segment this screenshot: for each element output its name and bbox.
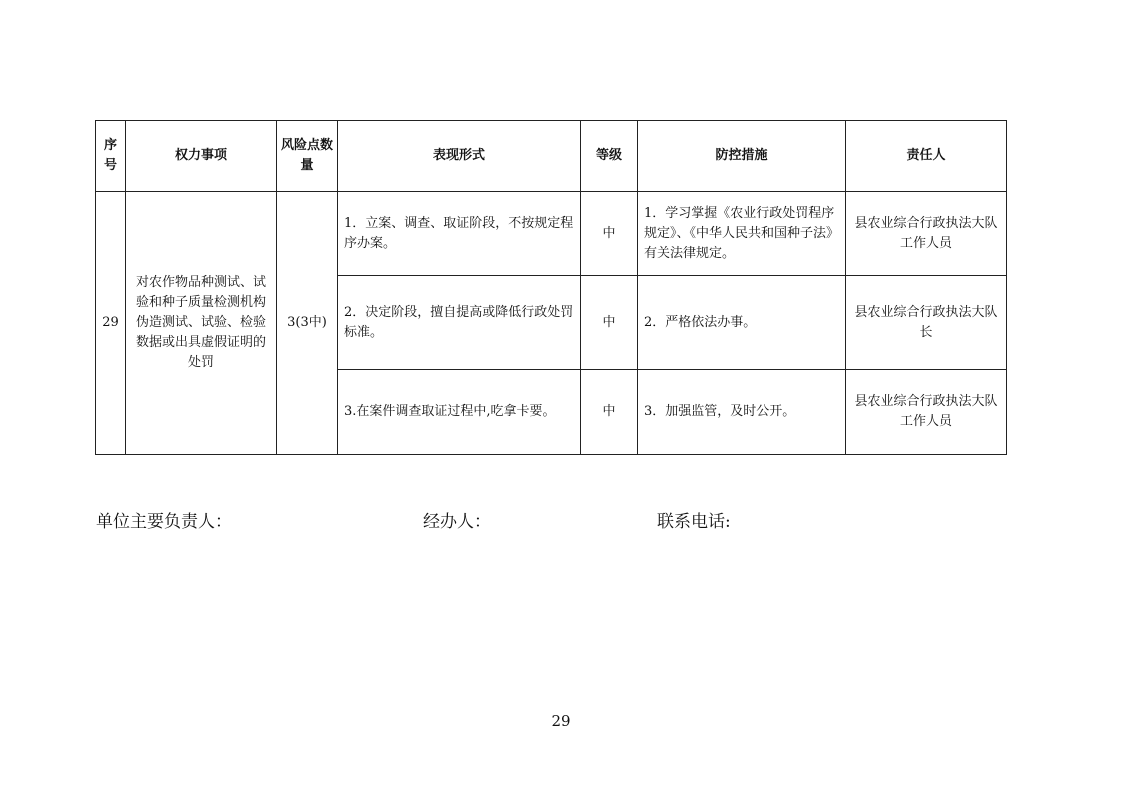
header-row <box>96 121 1007 192</box>
header-responsible: 责任人 <box>846 121 1007 192</box>
header-risk-count: 风险点数量 <box>277 121 338 192</box>
risk-table <box>95 120 1007 455</box>
row-responsible: 县农业综合行政执法大队工作人员 <box>846 192 1007 276</box>
header-power-item: 权力事项 <box>126 121 277 192</box>
row-manifestation: 1．立案、调查、取证阶段，不按规定程序办案。 <box>338 192 581 276</box>
row-manifestation: 3.在案件调查取证过程中,吃拿卡要。 <box>338 370 581 455</box>
row-level: 中 <box>581 192 638 276</box>
signature-phone-label: 联系电话: <box>657 512 731 532</box>
item-power-item: 对农作物品种测试、试验和种子质量检测机构伪造测试、试验、检验数据或出具虚假证明的处罚 <box>126 192 277 455</box>
row-level: 中 <box>581 370 638 455</box>
row-measures: 3．加强监管，及时公开。 <box>638 370 846 455</box>
table-row <box>96 192 1007 276</box>
row-level: 中 <box>581 276 638 370</box>
row-responsible: 县农业综合行政执法大队工作人员 <box>846 370 1007 455</box>
row-responsible: 县农业综合行政执法大队长 <box>846 276 1007 370</box>
header-level: 等级 <box>581 121 638 192</box>
header-seq: 序号 <box>96 121 126 192</box>
signature-handler-label: 经办人： <box>423 512 491 532</box>
header-measures: 防控措施 <box>638 121 846 192</box>
row-manifestation: 2．决定阶段，擅自提高或降低行政处罚标准。 <box>338 276 581 370</box>
signature-leader-label: 单位主要负责人： <box>96 512 232 532</box>
item-seq: 29 <box>96 192 126 455</box>
page-number: 29 <box>551 712 571 730</box>
header-manifestation: 表现形式 <box>338 121 581 192</box>
row-measures: 1．学习掌握《农业行政处罚程序规定》、《中华人民共和国种子法》有关法律规定。 <box>638 192 846 276</box>
row-measures: 2．严格依法办事。 <box>638 276 846 370</box>
item-risk-count: 3(3中) <box>277 192 338 455</box>
